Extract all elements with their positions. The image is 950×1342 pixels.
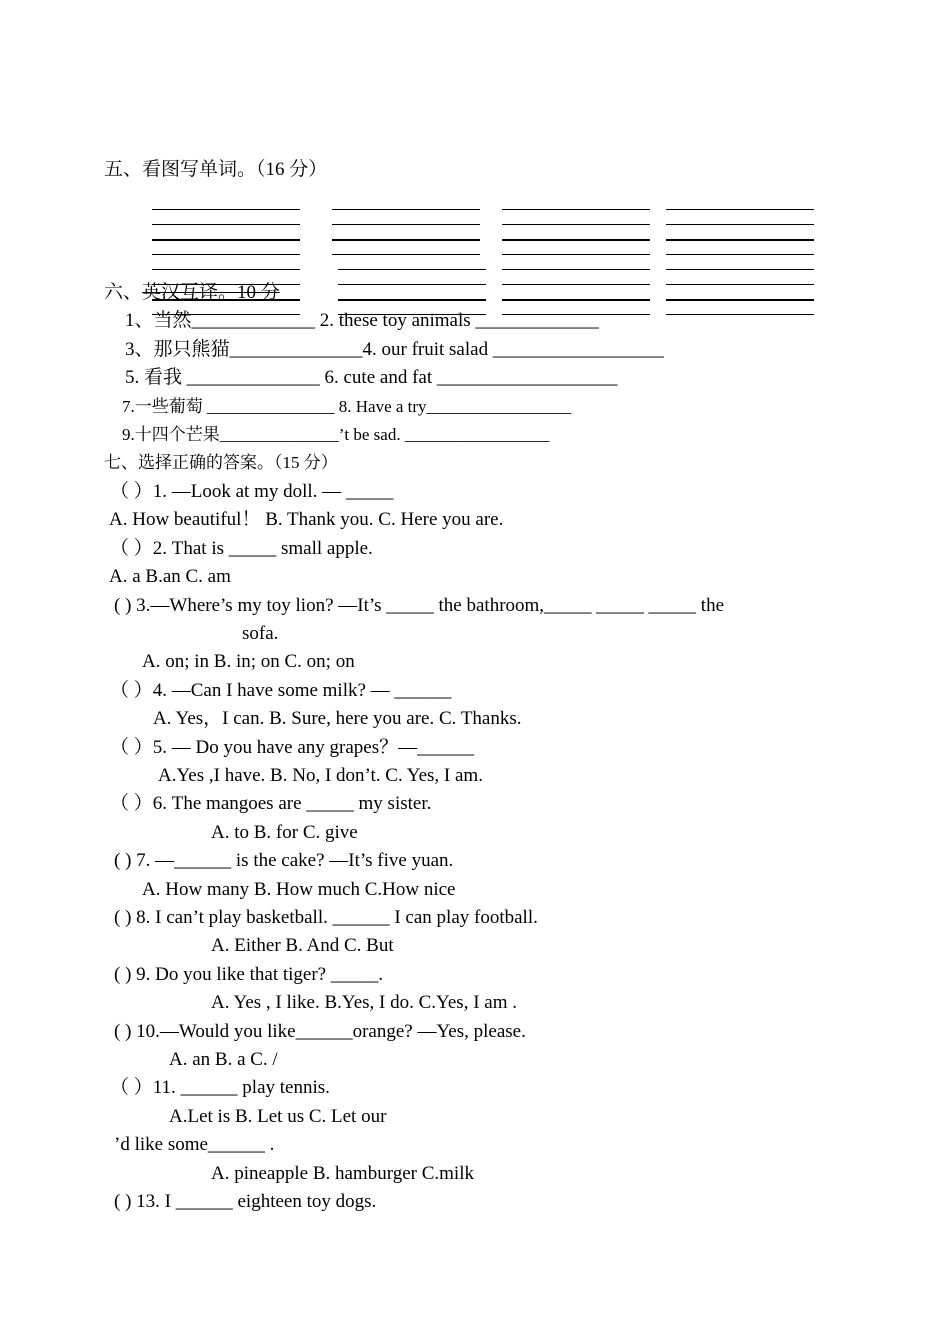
writing-guide-line: [338, 284, 486, 285]
writing-guide-line: [338, 269, 486, 270]
translation-row: 9.十四个芒果______________’t be sad. _________________: [122, 425, 550, 444]
translation-row: 5. 看我 ______________ 6. cute and fat ___________________: [125, 367, 618, 388]
writing-guide-line: [152, 239, 300, 241]
options-1: A. How beautiful！ B. Thank you. C. Here you are.: [109, 509, 504, 530]
writing-guide-line: [152, 224, 300, 225]
writing-guide-line: [502, 224, 650, 225]
options-7: A. How many B. How much C.How nice: [142, 879, 456, 900]
question-6: （ ）6. The mangoes are _____ my sister.: [110, 793, 432, 814]
writing-guide-line: [502, 299, 650, 301]
translation-row: 7.一些葡萄 _______________ 8. Have a try_________________: [122, 397, 572, 416]
writing-guide-line: [502, 209, 650, 210]
options-5: A.Yes ,I have. B. No, I don’t. C. Yes, I am.: [158, 765, 483, 786]
question-1: （ ）1. —Look at my doll. — _____: [110, 481, 394, 502]
writing-guide-line: [332, 239, 480, 241]
writing-guide-line: [338, 299, 486, 301]
question-2: （ ）2. That is _____ small apple.: [110, 538, 373, 559]
question-9: ( ) 9. Do you like that tiger? _____.: [114, 964, 384, 985]
options-2: A. a B.an C. am: [109, 566, 231, 587]
writing-guide-line: [666, 224, 814, 225]
question-3: ( ) 3.—Where’s my toy lion? —It’s _____ the bathroom,_____ _____ _____ the: [114, 595, 725, 616]
question-4: （ ）4. —Can I have some milk? — ______: [110, 680, 452, 701]
writing-guide-line: [666, 254, 814, 255]
writing-guide-line: [666, 209, 814, 210]
question-3-cont: sofa.: [242, 623, 279, 644]
question-13: ( ) 13. I ______ eighteen toy dogs.: [114, 1191, 377, 1212]
writing-guide-line: [502, 269, 650, 270]
options-11: A.Let is B. Let us C. Let our: [169, 1106, 387, 1127]
question-8: ( ) 8. I can’t play basketball. ______ I can play football.: [114, 907, 538, 928]
section-5-title: 五、看图写单词。（16 分）: [104, 159, 328, 180]
options-9: A. Yes , I like. B.Yes, I do. C.Yes, I am .: [211, 992, 517, 1013]
writing-guide-line: [502, 284, 650, 285]
options-6: A. to B. for C. give: [211, 822, 358, 843]
options-8: A. Either B. And C. But: [211, 935, 394, 956]
question-5: （ ）5. — Do you have any grapes？—______: [110, 737, 475, 758]
options-10: A. an B. a C. /: [169, 1049, 278, 1070]
section-7-title: 七、选择正确的答案。（15 分）: [104, 453, 338, 472]
options-3: A. on; in B. in; on C. on; on: [142, 651, 355, 672]
writing-guide-line: [502, 239, 650, 241]
section-6-title-prefix: 六、: [104, 282, 143, 303]
section-6-title: [104, 281, 280, 305]
writing-guide-line: [152, 269, 300, 270]
question-10: ( ) 10.—Would you like______orange? —Yes, please.: [114, 1021, 526, 1042]
writing-guide-line: [666, 314, 814, 315]
section-6-title-struck: 英汉互译。10 分: [142, 282, 280, 303]
translation-row: 3、那只熊猫______________4. our fruit salad __________________: [125, 339, 664, 360]
question-12: ’d like some______ .: [114, 1134, 275, 1155]
writing-guide-line: [332, 209, 480, 210]
writing-guide-line: [332, 254, 480, 255]
writing-guide-line: [666, 239, 814, 241]
writing-guide-line: [666, 299, 814, 301]
writing-guide-line: [666, 284, 814, 285]
question-7: ( ) 7. —______ is the cake? —It’s five yuan.: [114, 850, 454, 871]
translation-row: 1、当然_____________ 2. these toy animals _____________: [125, 310, 599, 331]
question-11: （ ）11. ______ play tennis.: [110, 1077, 330, 1098]
writing-guide-line: [152, 209, 300, 210]
options-12: A. pineapple B. hamburger C.milk: [211, 1163, 474, 1184]
writing-guide-line: [152, 254, 300, 255]
writing-guide-line: [332, 224, 480, 225]
options-4: A. Yes，I can. B. Sure, here you are. C. Thanks.: [153, 708, 522, 729]
writing-guide-line: [666, 269, 814, 270]
writing-guide-line: [502, 254, 650, 255]
